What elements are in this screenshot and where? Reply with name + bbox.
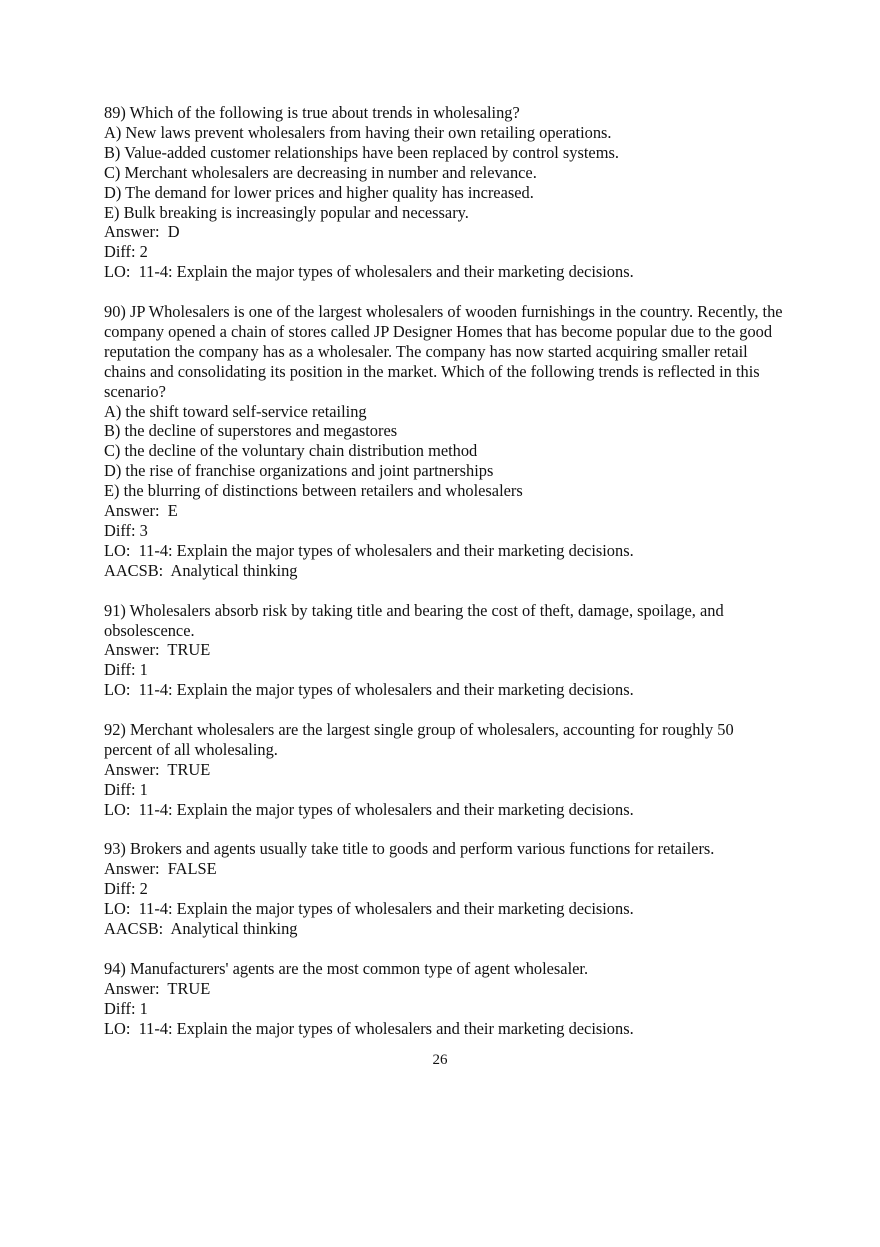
question-90 xyxy=(104,302,784,581)
answer-option: E) the blurring of distinctions between retailers and wholesalers xyxy=(104,481,523,501)
question-text: 93) Brokers and agents usually take title to goods and perform various functions for retailers. xyxy=(104,839,715,859)
question-text: 92) Merchant wholesalers are the largest single group of wholesalers, accounting for roughly 50 percent of all wholesaling. xyxy=(104,720,734,759)
learning-objective: LO: 11-4: Explain the major types of wholesalers and their marketing decisions. xyxy=(104,899,634,919)
aacsb-tag: AACSB: Analytical thinking xyxy=(104,560,298,580)
question-text: 90) JP Wholesalers is one of the largest wholesalers of wooden furnishings in the country. Recently, the company opened a chain of stores called JP Designer Homes that has become popular due to the good reputation the company has as a wholesaler. The company has now started acquiring smaller retail chains and consolidating its position in the market. Which of the following trends is reflected in this scenario? xyxy=(104,302,783,401)
answer-option: E) Bulk breaking is increasingly popular and necessary. xyxy=(104,202,469,222)
learning-objective: LO: 11-4: Explain the major types of wholesalers and their marketing decisions. xyxy=(104,799,634,819)
learning-objective: LO: 11-4: Explain the major types of wholesalers and their marketing decisions. xyxy=(104,1018,634,1038)
answer-option: D) The demand for lower prices and higher quality has increased. xyxy=(104,182,534,202)
question-91 xyxy=(104,601,784,701)
aacsb-tag: AACSB: Analytical thinking xyxy=(104,919,298,939)
answer-key: Answer: D xyxy=(104,222,180,242)
answer-key: Answer: TRUE xyxy=(104,640,211,660)
answer-option: A) the shift toward self-service retailing xyxy=(104,401,367,421)
page-number: 26 xyxy=(432,1052,448,1068)
difficulty: Diff: 1 xyxy=(104,660,148,680)
difficulty: Diff: 2 xyxy=(104,879,148,899)
answer-option: B) Value-added customer relationships have been replaced by control systems. xyxy=(104,142,619,162)
answer-option: B) the decline of superstores and megastores xyxy=(104,421,398,441)
answer-key: Answer: FALSE xyxy=(104,859,217,879)
question-89 xyxy=(104,103,784,282)
learning-objective: LO: 11-4: Explain the major types of wholesalers and their marketing decisions. xyxy=(104,262,634,282)
learning-objective: LO: 11-4: Explain the major types of wholesalers and their marketing decisions. xyxy=(104,680,634,700)
difficulty: Diff: 2 xyxy=(104,242,148,262)
difficulty: Diff: 1 xyxy=(104,779,148,799)
learning-objective: LO: 11-4: Explain the major types of wholesalers and their marketing decisions. xyxy=(104,540,634,560)
question-text: 91) Wholesalers absorb risk by taking title and bearing the cost of theft, damage, spoilage, and obsolescence. xyxy=(104,600,724,640)
question-text: 89) Which of the following is true about trends in wholesaling? xyxy=(104,103,520,122)
answer-key: Answer: TRUE xyxy=(104,759,211,779)
difficulty: Diff: 1 xyxy=(104,998,148,1018)
question-text: 94) Manufacturers' agents are the most common type of agent wholesaler. xyxy=(104,958,589,978)
answer-key: Answer: E xyxy=(104,501,178,521)
document-page xyxy=(104,103,784,1058)
question-92 xyxy=(104,720,784,820)
question-94 xyxy=(104,959,784,1039)
answer-option: D) the rise of franchise organizations and joint partnerships xyxy=(104,461,494,481)
question-93 xyxy=(104,839,784,939)
answer-key: Answer: TRUE xyxy=(104,978,211,998)
difficulty: Diff: 3 xyxy=(104,521,148,541)
answer-option: A) New laws prevent wholesalers from having their own retailing operations. xyxy=(104,122,612,142)
answer-option: C) Merchant wholesalers are decreasing in number and relevance. xyxy=(104,162,537,182)
answer-option: C) the decline of the voluntary chain distribution method xyxy=(104,441,478,461)
